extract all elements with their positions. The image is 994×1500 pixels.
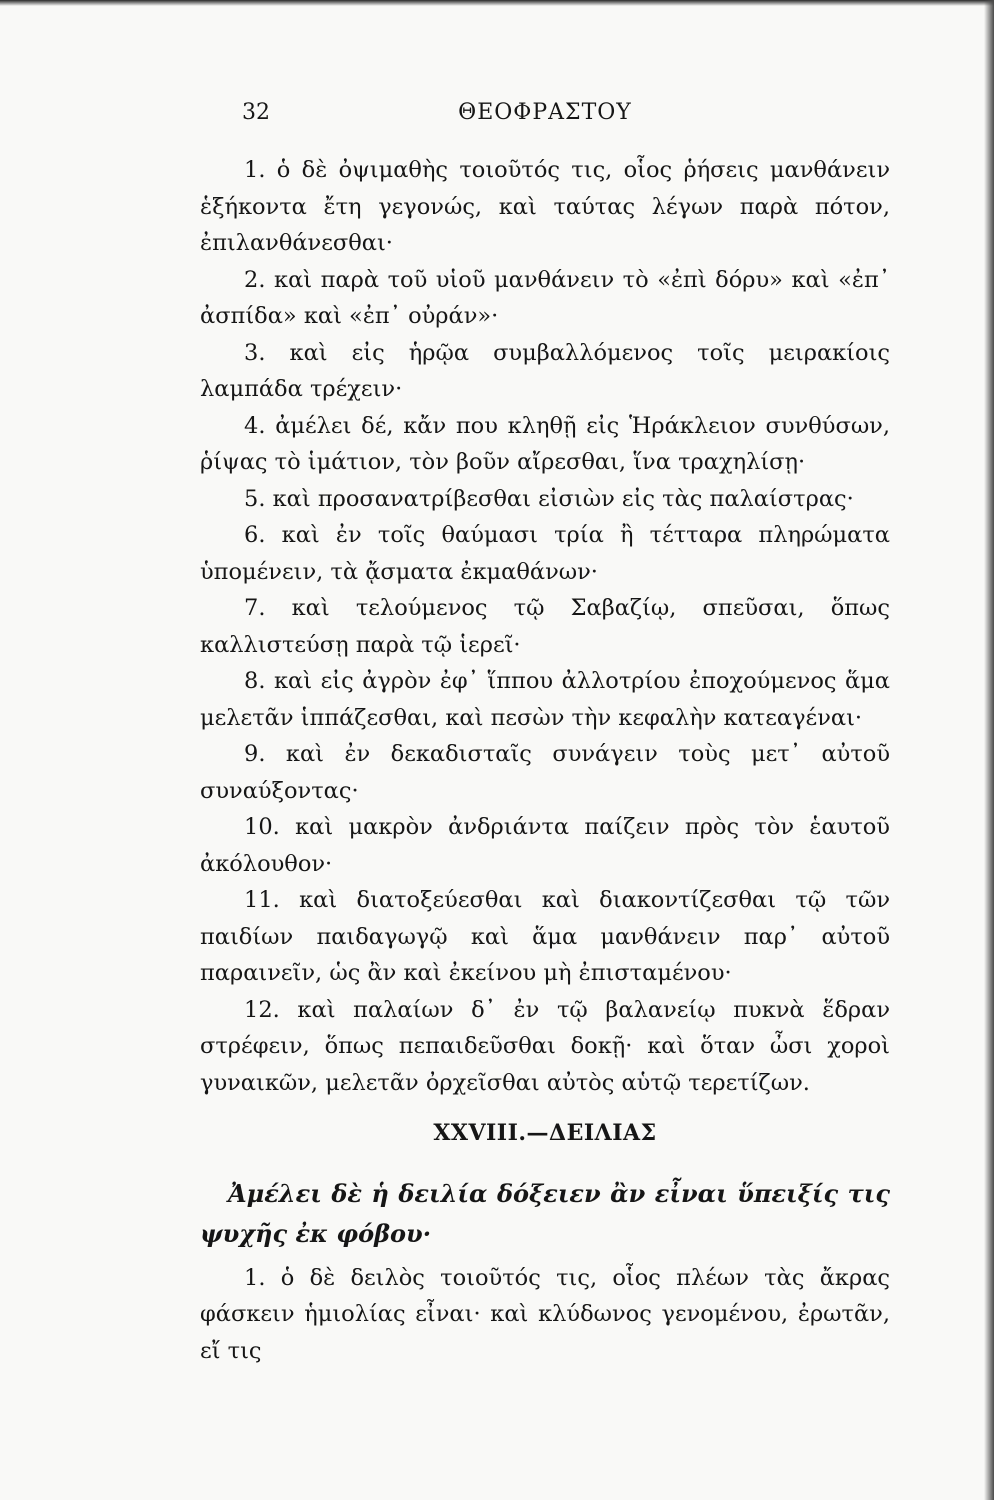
paragraph-10: 10. καὶ μακρὸν ἀνδριάντα παίζειν πρὸς τὸν ἑαυτοῦ ἀκόλουθον· <box>200 814 890 877</box>
paragraph-4: 4. ἀμέλει δέ, κἄν που κληθῇ εἰς Ἡράκλειον συνθύσων, ῥίψας τὸ ἱμάτιον, τὸν βοῦν αἴρεσθαι, ἵνα τραχηλίσῃ· <box>200 412 890 475</box>
paragraph-6: 6. καὶ ἐν τοῖς θαύμασι τρία ἢ τέτταρα πληρώματα ὑπομένειν, τὰ ᾄσματα ἐκμαθάνων· <box>200 522 890 585</box>
section-paragraph-1: 1. ὁ δὲ δειλὸς τοιοῦτός τις, οἷος πλέων τὰς ἄκρας φάσκειν ἡμιολίας εἶναι· καὶ κλύδωνος γενομένου, ἐρωτᾶν, εἴ τις <box>200 1264 890 1364</box>
paragraph-7: 7. καὶ τελούμενος τῷ Σαβαζίῳ, σπεῦσαι, ὅπως καλλιστεύσῃ παρὰ τῷ ἱερεῖ· <box>200 595 890 658</box>
section-heading: XXVIII.—ΔΕΙΛΙΑΣ <box>433 1120 657 1146</box>
section-intro: Ἀμέλει δὲ ἡ δειλία δόξειεν ἂν εἶναι ὕπειξίς τις ψυχῆς ἐκ φόβου· <box>200 1178 890 1248</box>
running-head <box>200 100 890 134</box>
paragraph-11: 11. καὶ διατοξεύεσθαι καὶ διακοντίζεσθαι τῷ τῶν παιδίων παιδαγωγῷ καὶ ἅμα μανθάνειν παρ᾿ αὐτοῦ παραινεῖν, ὡς ἂν καὶ ἐκείνου μὴ ἐπισταμένου· <box>200 887 890 986</box>
page-number: 32 <box>242 100 270 125</box>
main-text <box>200 152 890 1369</box>
paragraph-3: 3. καὶ εἰς ἡρῷα συμβαλλόμενος τοῖς μειρακίοις λαμπάδα τρέχειν· <box>200 339 890 402</box>
page-edge-shadow-right <box>984 0 994 1500</box>
running-title: ΘΕΟΦΡΑΣΤΟΥ <box>458 100 632 125</box>
page-edge-shadow-top <box>0 0 994 6</box>
paragraph-8: 8. καὶ εἰς ἀγρὸν ἐφ᾿ ἵππου ἀλλοτρίου ἐποχούμενος ἅμα μελετᾶν ἱππάζεσθαι, καὶ πεσὼν τὴν κεφαλὴν κατεαγέναι· <box>200 668 890 731</box>
paragraph-9: 9. καὶ ἐν δεκαδισταῖς συνάγειν τοὺς μετ᾿ αὐτοῦ συναύξοντας· <box>200 741 890 804</box>
paragraph-12: 12. καὶ παλαίων δ᾿ ἐν τῷ βαλανείῳ πυκνὰ ἕδραν στρέφειν, ὅπως πεπαιδεῦσθαι δοκῇ· καὶ ὅταν ὦσι χοροὶ γυναικῶν, μελετᾶν ὀρχεῖσθαι αὐτὸς αὑτῷ τερετίζων. <box>200 996 890 1096</box>
paragraph-1: 1. ὁ δὲ ὀψιμαθὴς τοιοῦτός τις, οἷος ῥήσεις μανθάνειν ἑξήκοντα ἔτη γεγονώς, καὶ ταύτας λέγων παρὰ πότον, ἐπιλανθάνεσθαι· <box>200 157 890 256</box>
paragraph-5: 5. καὶ προσανατρίβεσθαι εἰσιὼν εἰς τὰς παλαίστρας· <box>244 485 854 512</box>
paragraph-2: 2. καὶ παρὰ τοῦ υἱοῦ μανθάνειν τὸ «ἐπὶ δόρυ» καὶ «ἐπ᾿ ἀσπίδα» καὶ «ἐπ᾿ οὐράν»· <box>200 266 890 329</box>
